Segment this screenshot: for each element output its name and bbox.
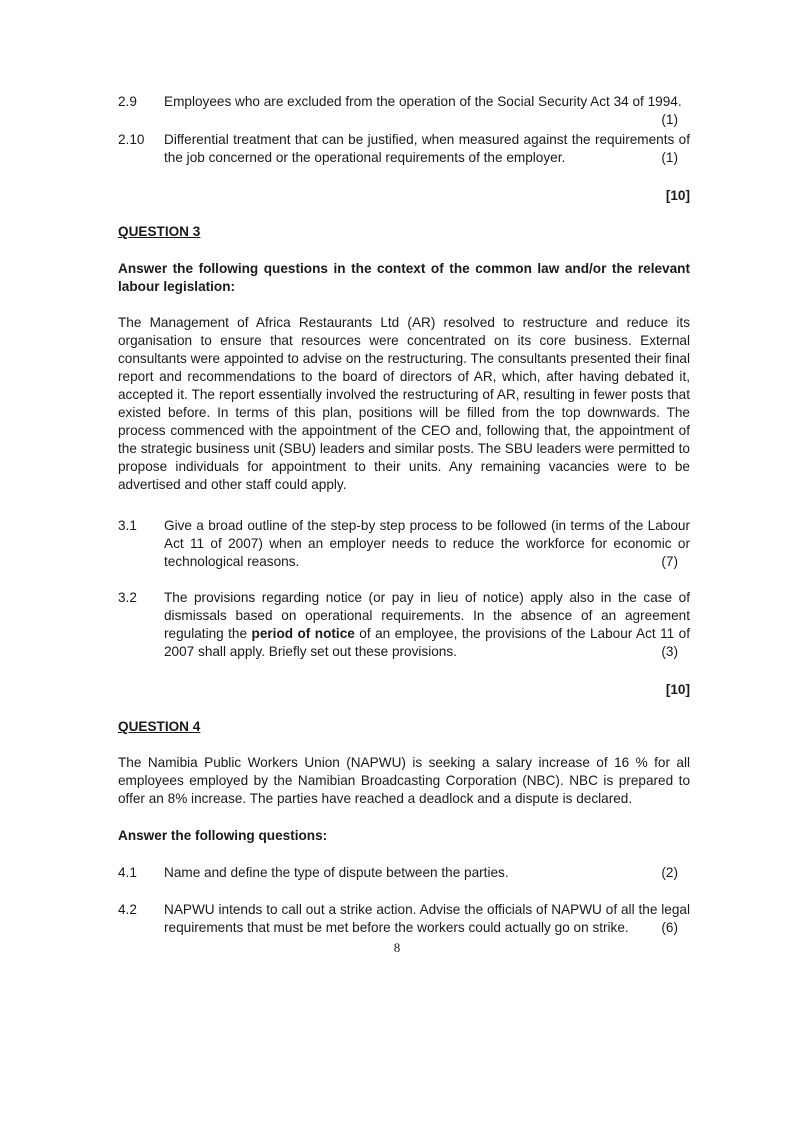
question-3-heading: QUESTION 3	[118, 224, 201, 239]
question-3-1	[118, 517, 690, 571]
question-text: Employees who are excluded from the operation of the Social Security Act 34 of 1994.	[164, 94, 682, 109]
marks: (3)	[661, 644, 678, 659]
question-text-bold: period of notice	[251, 626, 355, 641]
question-2-9	[118, 93, 690, 129]
question-3-total: [10]	[665, 682, 690, 697]
marks: (1)	[661, 112, 678, 127]
marks: (7)	[661, 554, 678, 569]
question-number: 3.2	[118, 590, 137, 605]
question-number: 4.2	[118, 902, 137, 917]
question-2-total: [10]	[665, 188, 690, 203]
question-4-scenario: The Namibia Public Workers Union (NAPWU) is seeking a salary increase of 16 % for all employees employed by the Namibian Broadcasting Corporation (NBC). NBC is prepared to offer an 8% increase. The parties have reached a deadlock and a dispute is declared.	[118, 755, 690, 806]
question-4-1	[118, 864, 690, 882]
question-number: 2.10	[118, 132, 145, 147]
question-2-10	[118, 131, 690, 167]
question-text-part-1: The provisions regarding notice (or pay in lieu of notice) apply also in the case of dismissals based on operational requirements. In the absence of an agreement regulating the	[164, 590, 690, 641]
question-text-part-2: of an employee, the provisions of the Labour Act 11 of 2007 shall apply. Briefly set out these provisions.	[164, 626, 691, 659]
page-number: 8	[393, 940, 401, 955]
question-4-2	[118, 901, 690, 937]
question-text: Name and define the type of dispute between the parties.	[164, 865, 509, 880]
question-text: NAPWU intends to call out a strike action. Advise the officials of NAPWU of all the legal requirements that must be met before the workers could actually go on strike.	[164, 902, 690, 935]
question-3-2	[118, 589, 690, 661]
question-number: 4.1	[118, 865, 137, 880]
marks: (2)	[661, 865, 678, 880]
question-3-scenario: The Management of Africa Restaurants Ltd (AR) resolved to restructure and reduce its organisation to ensure that resources were concentrated on its core business. External consultants were appointed to advise on the restructuring. The consultants presented their final report and recommendations to the board of directors of AR, which, after having debated it, accepted it. The report essentially involved the restructuring of AR, resulting in fewer posts that existed before. In terms of this plan, positions will be filled from the top downwards. The process commenced with the appointment of the CEO and, following that, the appointment of the strategic business unit (SBU) leaders and similar posts. The SBU leaders were permitted to propose individuals for appointment to their units. Any remaining vacancies were to be advertised and other staff could apply.	[118, 315, 690, 492]
question-number: 2.9	[118, 94, 137, 109]
question-4-instruction: Answer the following questions:	[118, 828, 328, 843]
question-text: Differential treatment that can be justified, when measured against the requirements of the job concerned or the operational requirements of the employer.	[164, 132, 690, 165]
marks: (1)	[661, 150, 678, 165]
question-number: 3.1	[118, 518, 137, 533]
question-text: Give a broad outline of the step-by step process to be followed (in terms of the Labour Act 11 of 2007) when an employer needs to reduce the workforce for economic or technological reasons.	[164, 518, 690, 569]
marks: (6)	[661, 920, 678, 935]
question-4-heading: QUESTION 4	[118, 719, 201, 734]
question-3-instruction: Answer the following questions in the context of the common law and/or the relevant labour legislation:	[118, 261, 690, 294]
